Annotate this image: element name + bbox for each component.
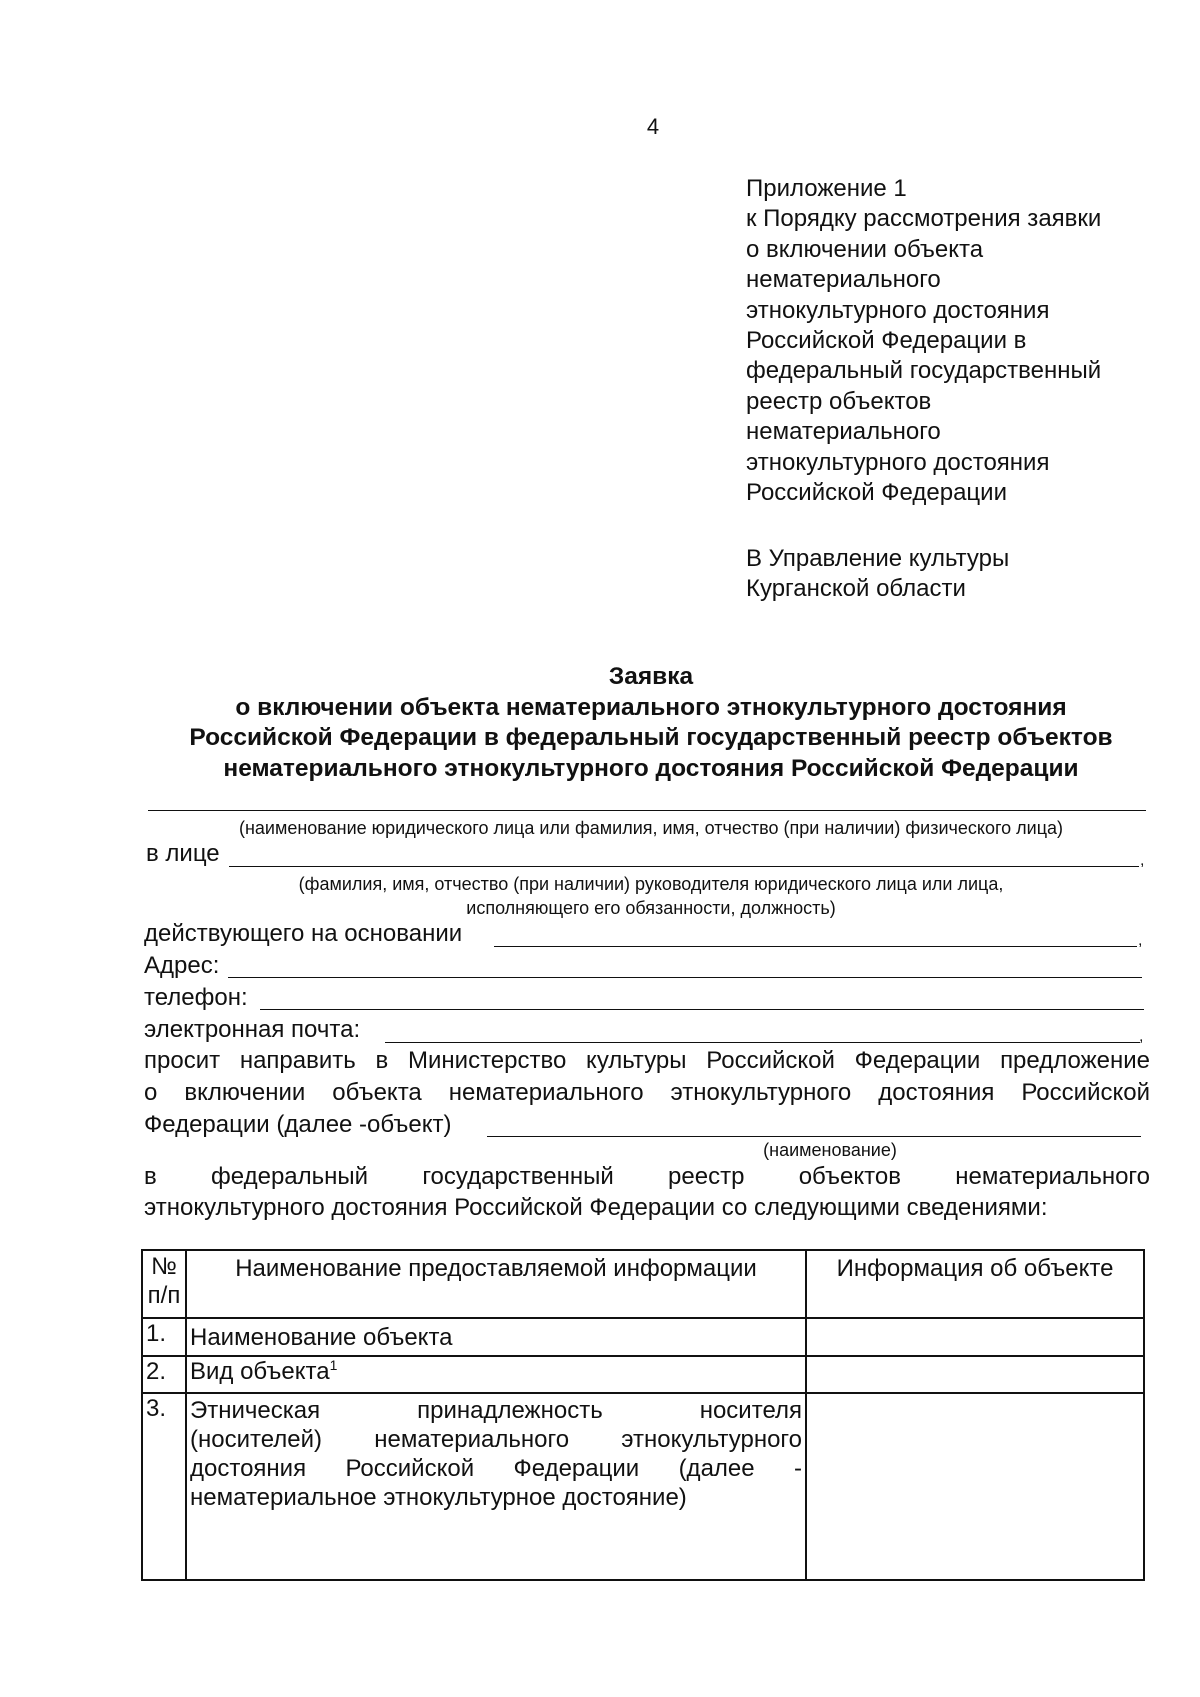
- phone-field[interactable]: [260, 1009, 1144, 1010]
- row-name-cell: [186, 1318, 806, 1356]
- register-text-line-1: в федеральный государственный реестр объектов нематериального: [144, 1163, 1150, 1190]
- representative-caption-line-1: (фамилия, имя, отчество (при наличии) руководителя юридического лица или лица,: [298, 874, 1004, 894]
- page-number: 4: [646, 114, 660, 139]
- address-field[interactable]: [228, 977, 1142, 978]
- in-person-label: в лице: [146, 840, 220, 867]
- request-text-line-3: Федерации (далее -объект): [144, 1111, 452, 1138]
- table-row: [142, 1393, 1144, 1580]
- appendix-line: Российской Федерации в: [746, 327, 1027, 355]
- row-num: 1.: [146, 1320, 167, 1347]
- row-name: Наименование объекта: [190, 1324, 453, 1351]
- appendix-line: к Порядку рассмотрения заявки: [746, 205, 1102, 233]
- footnote-marker: 1: [329, 1357, 338, 1373]
- appendix-line: о включении объекта: [746, 235, 984, 263]
- table-row: [142, 1356, 1144, 1393]
- addressee: [746, 544, 1009, 605]
- table-row: [142, 1318, 1144, 1356]
- row-name-cell: [186, 1356, 806, 1393]
- header-info: Информация об объекте: [836, 1255, 1114, 1282]
- request-text-line-2: о включении объекта нематериального этнокультурного достояния Российской: [144, 1079, 1150, 1106]
- title-line: нематериального этнокультурного достояния Российской Федерации: [223, 754, 1079, 782]
- table-header-row: [142, 1250, 1144, 1318]
- appendix-line: нематериального: [746, 266, 941, 294]
- comma: ,: [1138, 932, 1143, 949]
- representative-caption-line-2: исполняющего его обязанности, должность): [466, 898, 836, 918]
- request-text-line-1: просит направить в Министерство культуры Российской Федерации предложение: [144, 1047, 1150, 1074]
- title-line: Заявка: [608, 663, 694, 690]
- row-name: Вид объекта: [190, 1358, 330, 1385]
- row-num-cell: [142, 1318, 186, 1356]
- applicant-caption: (наименование юридического лица или фамилия, имя, отчество (при наличии) физического лица): [238, 818, 1064, 838]
- row-num-cell: [142, 1393, 186, 1580]
- comma: ,: [1139, 1028, 1144, 1045]
- addressee-line: В Управление культуры: [746, 545, 1010, 572]
- row-name-cell: [186, 1393, 806, 1580]
- object-name-caption: (наименование): [763, 1140, 897, 1160]
- header-info-cell: [806, 1250, 1144, 1318]
- title-line: Российской Федерации в федеральный государственный реестр объектов: [189, 724, 1113, 751]
- header-num: № п/п: [147, 1253, 181, 1309]
- applicant-name-field[interactable]: [148, 810, 1146, 811]
- ethnicity-value-cell[interactable]: [806, 1393, 1144, 1580]
- address-label: Адрес:: [144, 952, 220, 979]
- appendix-note: [746, 174, 1166, 508]
- info-table: [141, 1249, 1145, 1581]
- row-num: 2.: [146, 1358, 167, 1385]
- appendix-line: этнокультурного достояния: [746, 448, 1050, 476]
- object-type-value-cell[interactable]: [806, 1356, 1144, 1393]
- phone-label: телефон:: [144, 984, 248, 1011]
- header-name: Наименование предоставляемой информации: [235, 1255, 757, 1282]
- appendix-line: федеральный государственный: [746, 357, 1102, 385]
- document-title: [140, 662, 1162, 784]
- header-num-cell: [142, 1250, 186, 1318]
- object-name-value-cell[interactable]: [806, 1318, 1144, 1356]
- object-name-field[interactable]: [487, 1136, 1141, 1137]
- appendix-line: реестр объектов: [746, 387, 932, 415]
- appendix-line: нематериального: [746, 418, 941, 446]
- row-num: 3.: [146, 1395, 167, 1422]
- appendix-line: Российской Федерации: [746, 479, 1007, 507]
- register-text-line-2: этнокультурного достояния Российской Федерации со следующими сведениями:: [144, 1194, 1048, 1221]
- basis-field[interactable]: [494, 946, 1137, 947]
- addressee-line: Курганской области: [746, 575, 966, 603]
- title-line: о включении объекта нематериального этнокультурного достояния: [235, 693, 1067, 721]
- header-name-cell: [186, 1250, 806, 1318]
- email-field[interactable]: [385, 1042, 1140, 1043]
- basis-label: действующего на основании: [144, 920, 463, 947]
- row-name-line: нематериальное этнокультурное достояние): [190, 1484, 687, 1511]
- row-name-line: достояния Российской Федерации (далее -: [190, 1455, 802, 1482]
- appendix-line: Приложение 1: [746, 175, 907, 202]
- row-name-line: (носителей) нематериального этнокультурного: [190, 1426, 802, 1453]
- appendix-line: этнокультурного достояния: [746, 296, 1050, 324]
- comma: ,: [1140, 852, 1145, 869]
- representative-field[interactable]: [229, 866, 1139, 867]
- email-label: электронная почта:: [144, 1016, 361, 1043]
- row-name-line: Этническая принадлежность носителя: [190, 1397, 802, 1424]
- row-num-cell: [142, 1356, 186, 1393]
